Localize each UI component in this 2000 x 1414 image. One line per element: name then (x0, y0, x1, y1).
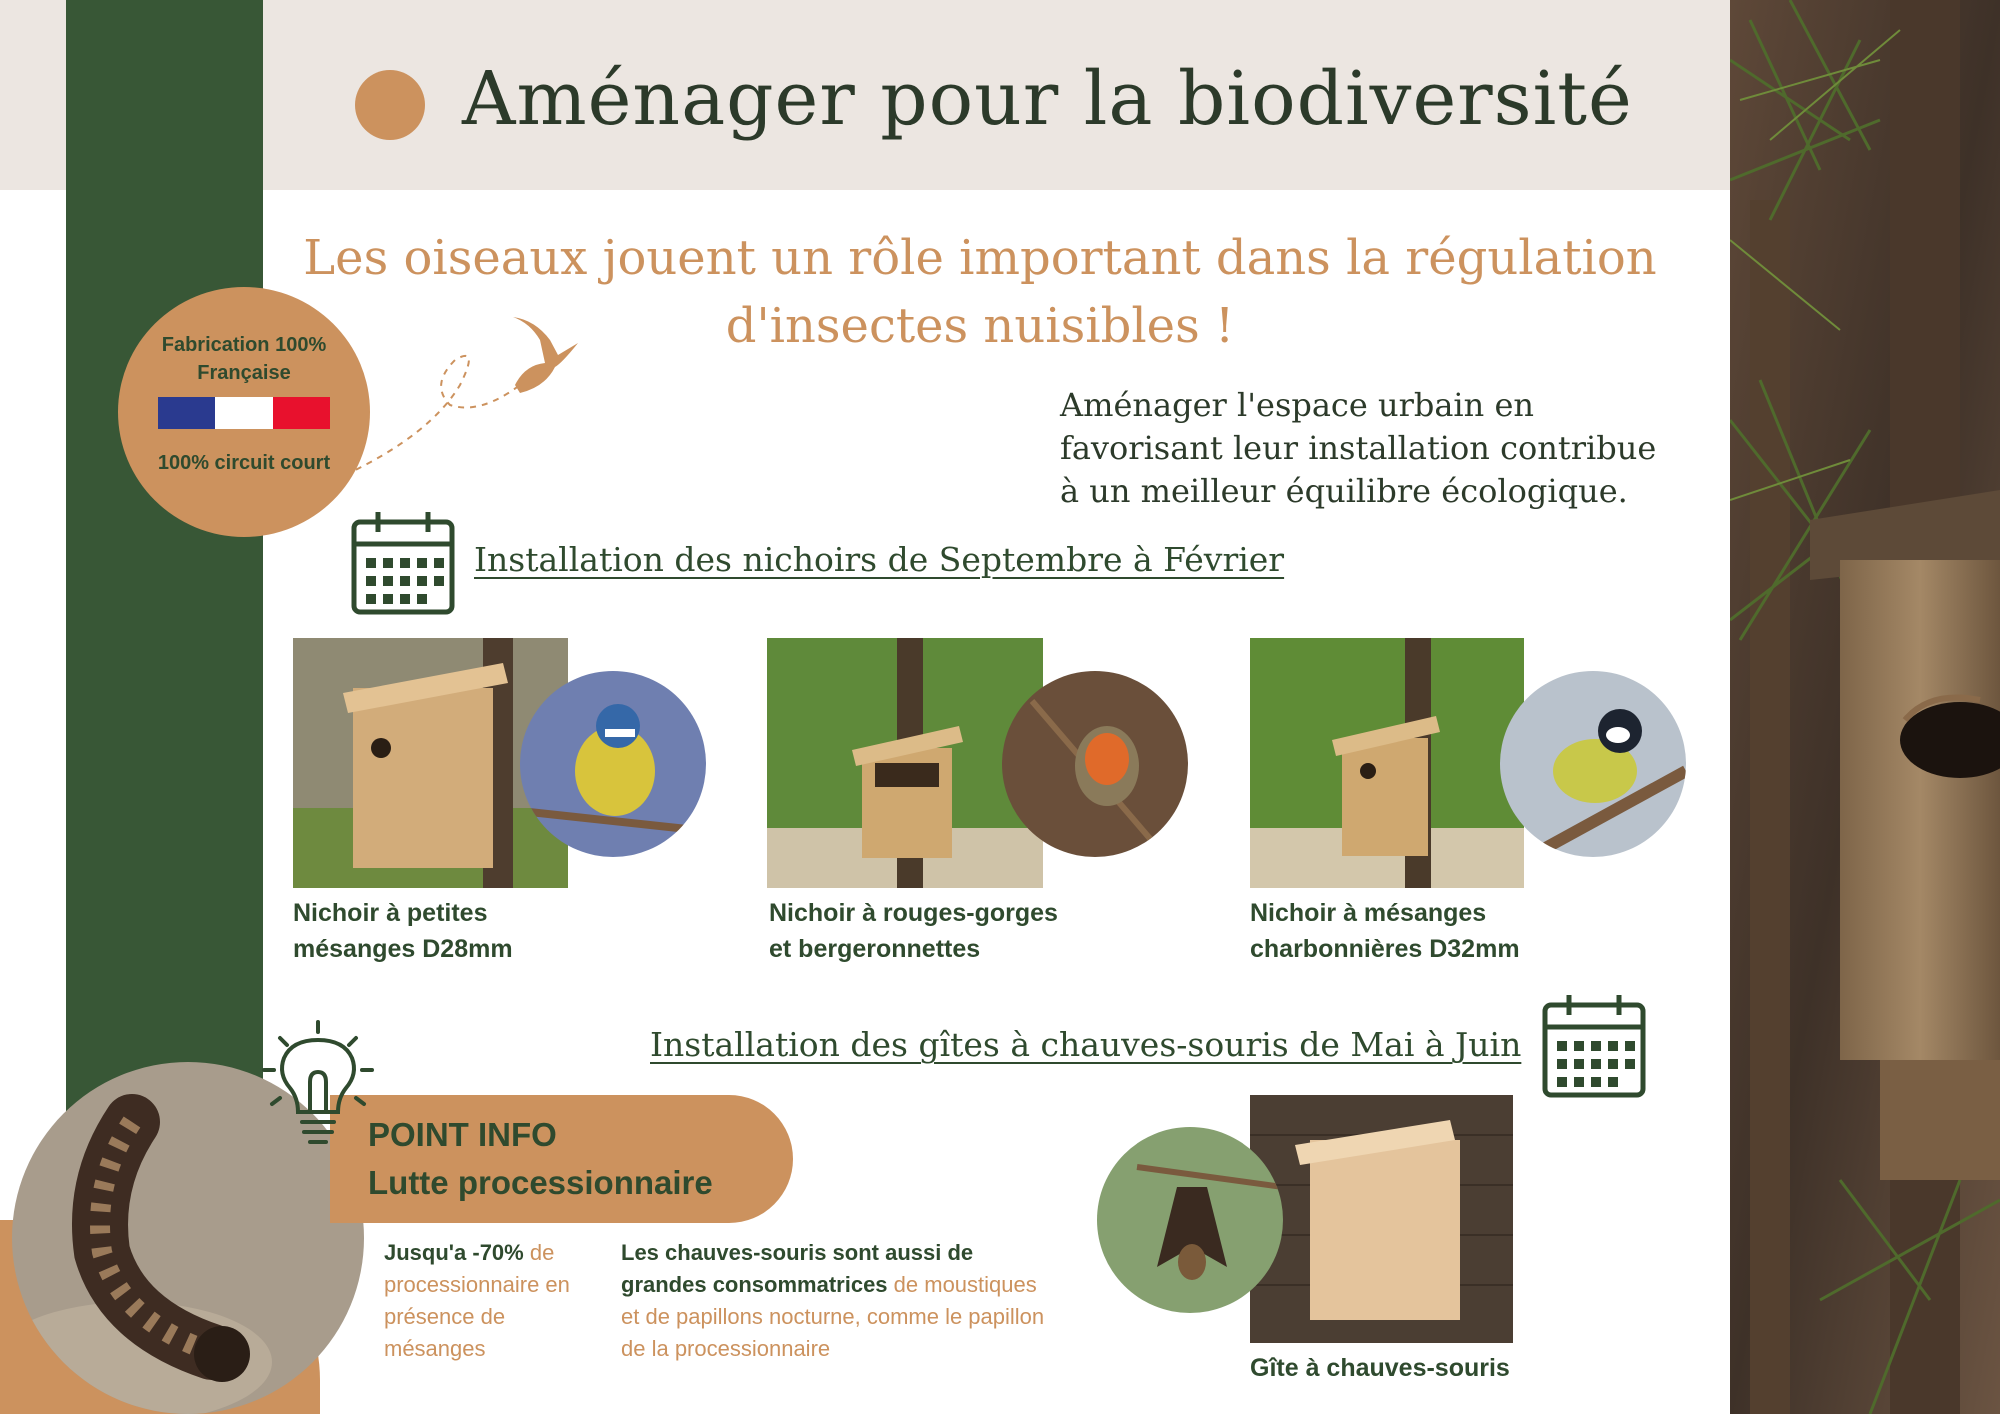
info-col-1 (384, 1237, 604, 1365)
intro-line-2: favorisant leur installation contribue (1060, 429, 1657, 467)
french-flag-icon (158, 397, 330, 429)
lightbulb-icon (262, 1020, 374, 1150)
badge-circuit-court: 100% circuit court (157, 452, 331, 474)
caption-line-2: charbonnières D32mm (1250, 935, 1520, 963)
dove-icon (340, 305, 590, 485)
product-caption-3 (1250, 895, 1520, 967)
bat-box-photo (1250, 1095, 1513, 1343)
info-col-1-bold: Jusqu'a -70% (384, 1240, 524, 1265)
title-bullet (355, 70, 425, 140)
point-info-banner (330, 1095, 793, 1223)
product-photo-3 (1250, 638, 1524, 888)
info-col-1-text: de processionnaire en présence de mésanges (384, 1240, 570, 1361)
info-title-line-1: POINT INFO (368, 1116, 557, 1153)
calendar-icon (1541, 993, 1647, 1099)
subtitle-line-1: Les oiseaux jouent un rôle important dans la régulation (303, 230, 1657, 286)
bat-photo (1097, 1127, 1283, 1313)
calendar-icon (350, 510, 456, 616)
caption-line-1: Nichoir à mésanges (1250, 899, 1487, 927)
point-info-title (368, 1111, 713, 1207)
caption-line-2: et bergeronnettes (769, 935, 981, 963)
bats-heading: Installation des gîtes à chauves-souris de Mai à Juin (650, 1025, 1522, 1064)
product-caption-1 (293, 895, 513, 967)
caption-line-2: mésanges D28mm (293, 935, 513, 963)
bat-box-caption: Gîte à chauves-souris (1250, 1354, 1510, 1382)
info-title-line-2: Lutte processionnaire (368, 1164, 713, 1201)
info-col-2 (621, 1237, 1051, 1365)
bird-photo-3 (1500, 671, 1686, 857)
subtitle-line-2: d'insectes nuisibles ! (725, 298, 1235, 354)
badge-fabrication (118, 331, 370, 387)
intro-text (1060, 384, 1700, 513)
caption-line-1: Nichoir à petites (293, 899, 488, 927)
bird-photo-2 (1002, 671, 1188, 857)
nichoirs-heading: Installation des nichoirs de Septembre à Février (474, 540, 1285, 579)
intro-line-1: Aménager l'espace urbain en (1060, 386, 1534, 424)
badge-line-1: Fabrication 100% (161, 334, 327, 356)
origin-badge (118, 287, 370, 537)
intro-line-3: à un meilleur équilibre écologique. (1060, 472, 1628, 510)
bird-photo-1 (520, 671, 706, 857)
caption-line-1: Nichoir à rouges-gorges (769, 899, 1058, 927)
birdhouse-photo (1730, 0, 2000, 1414)
product-caption-2 (769, 895, 1058, 967)
page-title: Aménager pour la biodiversité (462, 56, 1633, 142)
info-col-2-text: de moustiques et de papillons nocturne, comme le papillon de la processionnaire (621, 1272, 1045, 1361)
info-col-2-bold: Les chauves-souris sont aussi de grandes consommatrices (621, 1240, 974, 1297)
badge-line-2: Française (197, 362, 291, 384)
